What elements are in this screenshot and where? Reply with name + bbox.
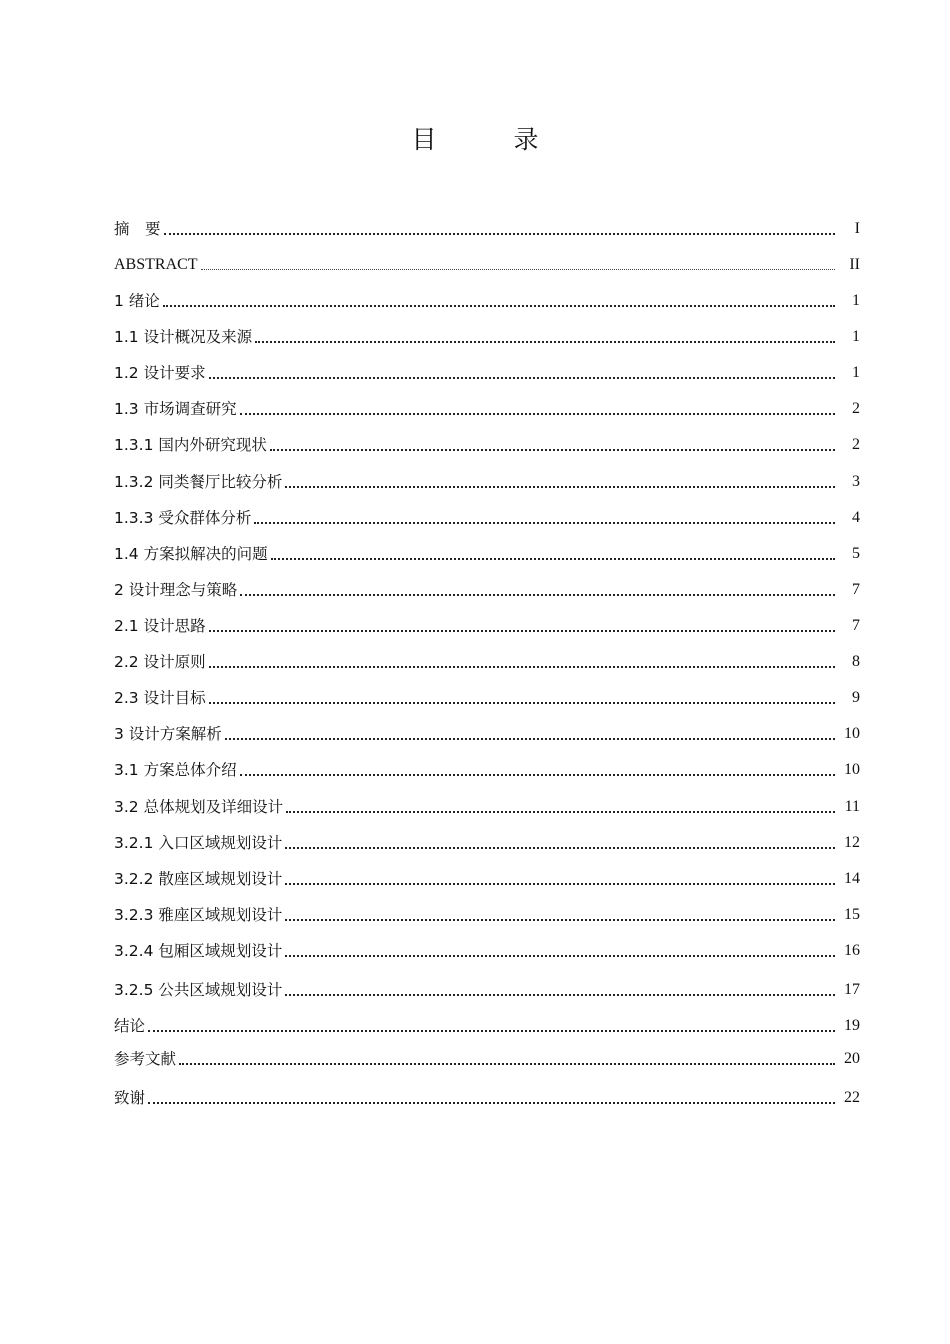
toc-leader-dots bbox=[285, 839, 835, 849]
toc-entry-page: 17 bbox=[844, 981, 860, 998]
toc-entry-page: 11 bbox=[844, 798, 860, 815]
toc-entry-label: 1 绪论 bbox=[114, 292, 160, 310]
toc-leader-dots bbox=[240, 766, 835, 776]
toc-leader-dots bbox=[254, 514, 835, 524]
toc-leader-dots bbox=[285, 986, 835, 996]
toc-leader-dots bbox=[270, 441, 835, 451]
toc-entry-page: 10 bbox=[844, 761, 860, 778]
toc-entry[interactable] bbox=[114, 753, 860, 781]
toc-entry[interactable] bbox=[114, 1081, 860, 1109]
toc-entry-page: 2 bbox=[852, 436, 860, 453]
toc-leader-dots bbox=[209, 369, 835, 379]
toc-entry-label: 2.2 设计原则 bbox=[114, 653, 206, 671]
toc-entry-label: 3.2 总体规划及详细设计 bbox=[114, 798, 284, 816]
toc-entry-label: 参考文献 bbox=[114, 1050, 177, 1068]
toc-leader-dots bbox=[164, 225, 835, 235]
toc-entry-label: 3.2.3 雅座区域规划设计 bbox=[114, 906, 283, 924]
toc-entry-page: 2 bbox=[852, 400, 860, 417]
toc-entry[interactable] bbox=[114, 356, 860, 384]
toc-entry[interactable] bbox=[114, 862, 860, 890]
toc-entry-page: 15 bbox=[844, 906, 860, 923]
toc-entry-label: 1.3.2 同类餐厅比较分析 bbox=[114, 473, 283, 491]
toc-entry-label: 3.2.5 公共区域规划设计 bbox=[114, 981, 283, 999]
toc-entry-page: 9 bbox=[852, 689, 860, 706]
toc-entry-page: 4 bbox=[852, 509, 860, 526]
toc-entry[interactable] bbox=[114, 934, 860, 962]
toc-entry-page: 19 bbox=[844, 1017, 860, 1034]
toc-entry[interactable] bbox=[114, 973, 860, 1001]
toc-leader-dots bbox=[209, 622, 835, 632]
toc-entry-label: 3.1 方案总体介绍 bbox=[114, 761, 237, 779]
toc-leader-dots bbox=[225, 730, 835, 740]
toc-entry[interactable] bbox=[114, 790, 860, 818]
toc-entry-label: 1.3.3 受众群体分析 bbox=[114, 509, 252, 527]
toc-leader-dots bbox=[201, 261, 835, 270]
toc-leader-dots bbox=[285, 911, 835, 921]
toc-entry[interactable] bbox=[114, 320, 860, 348]
toc-entry-label: 结论 bbox=[114, 1017, 146, 1035]
toc-entry[interactable] bbox=[114, 248, 860, 276]
toc-entry-page: 7 bbox=[852, 617, 860, 634]
toc-entry-page: II bbox=[849, 256, 860, 273]
toc-entry-page: 12 bbox=[844, 834, 860, 851]
toc-leader-dots bbox=[148, 1094, 835, 1104]
toc-entry-label: 摘 要 bbox=[114, 220, 161, 238]
toc-entry-label: 3.2.2 散座区域规划设计 bbox=[114, 870, 283, 888]
toc-entry-page: 8 bbox=[852, 653, 860, 670]
toc-leader-dots bbox=[285, 875, 835, 885]
toc-entry-page: 20 bbox=[844, 1050, 860, 1067]
toc-entry[interactable] bbox=[114, 609, 860, 637]
toc-leader-dots bbox=[240, 405, 835, 415]
toc-leader-dots bbox=[271, 550, 835, 560]
toc-leader-dots bbox=[163, 297, 835, 307]
toc-entry[interactable] bbox=[114, 645, 860, 673]
toc-leader-dots bbox=[179, 1055, 835, 1065]
toc-entry-label: 1.2 设计要求 bbox=[114, 364, 206, 382]
page-title: 目 录 bbox=[411, 125, 565, 154]
toc-entry-label: 3.2.4 包厢区域规划设计 bbox=[114, 942, 283, 960]
toc-leader-dots bbox=[240, 586, 835, 596]
toc-entry-label: 3 设计方案解析 bbox=[114, 725, 222, 743]
toc-leader-dots bbox=[209, 658, 835, 668]
toc-entry-label: 3.2.1 入口区域规划设计 bbox=[114, 834, 283, 852]
toc-entry[interactable] bbox=[114, 284, 860, 312]
toc-leader-dots bbox=[286, 803, 835, 813]
toc-entry-page: 16 bbox=[844, 942, 860, 959]
toc-leader-dots bbox=[285, 947, 835, 957]
toc-entry-page: I bbox=[854, 220, 860, 237]
toc-entry-page: 1 bbox=[852, 364, 860, 381]
toc-entry-label: ABSTRACT bbox=[114, 256, 198, 273]
toc-leader-dots bbox=[148, 1022, 835, 1032]
toc-entry-label: 1.4 方案拟解决的问题 bbox=[114, 545, 268, 563]
toc-entry[interactable] bbox=[114, 465, 860, 493]
toc-entry-page: 1 bbox=[852, 328, 860, 345]
toc-entry[interactable] bbox=[114, 212, 860, 240]
toc-entry[interactable] bbox=[114, 537, 860, 565]
toc-entry-label: 1.3.1 国内外研究现状 bbox=[114, 436, 267, 454]
toc-entry[interactable] bbox=[114, 898, 860, 926]
toc-entry-label: 2.1 设计思路 bbox=[114, 617, 206, 635]
toc-entry[interactable] bbox=[114, 392, 860, 420]
toc-entry-label: 1.1 设计概况及来源 bbox=[114, 328, 253, 346]
toc-entry[interactable] bbox=[114, 717, 860, 745]
toc-entry-page: 10 bbox=[844, 725, 860, 742]
toc-leader-dots bbox=[285, 478, 835, 488]
toc-leader-dots bbox=[255, 333, 835, 343]
toc-entry-label: 1.3 市场调查研究 bbox=[114, 400, 237, 418]
toc-entry-page: 14 bbox=[844, 870, 860, 887]
toc-entry-label: 2 设计理念与策略 bbox=[114, 581, 238, 599]
toc-entry[interactable] bbox=[114, 1009, 860, 1037]
toc-entry[interactable] bbox=[114, 501, 860, 529]
toc-entry-page: 5 bbox=[852, 545, 860, 562]
toc-entry-page: 7 bbox=[852, 581, 860, 598]
toc-entry[interactable] bbox=[114, 826, 860, 854]
toc-entry[interactable] bbox=[114, 1042, 860, 1070]
toc-entry[interactable] bbox=[114, 573, 860, 601]
toc-entry-label: 致谢 bbox=[114, 1089, 146, 1107]
toc-leader-dots bbox=[209, 694, 835, 704]
toc-entry-page: 1 bbox=[852, 292, 860, 309]
toc-entry-page: 3 bbox=[852, 473, 860, 490]
toc-entry-page: 22 bbox=[844, 1089, 860, 1106]
toc-entry[interactable] bbox=[114, 428, 860, 456]
toc-entry[interactable] bbox=[114, 681, 860, 709]
toc-entry-label: 2.3 设计目标 bbox=[114, 689, 206, 707]
